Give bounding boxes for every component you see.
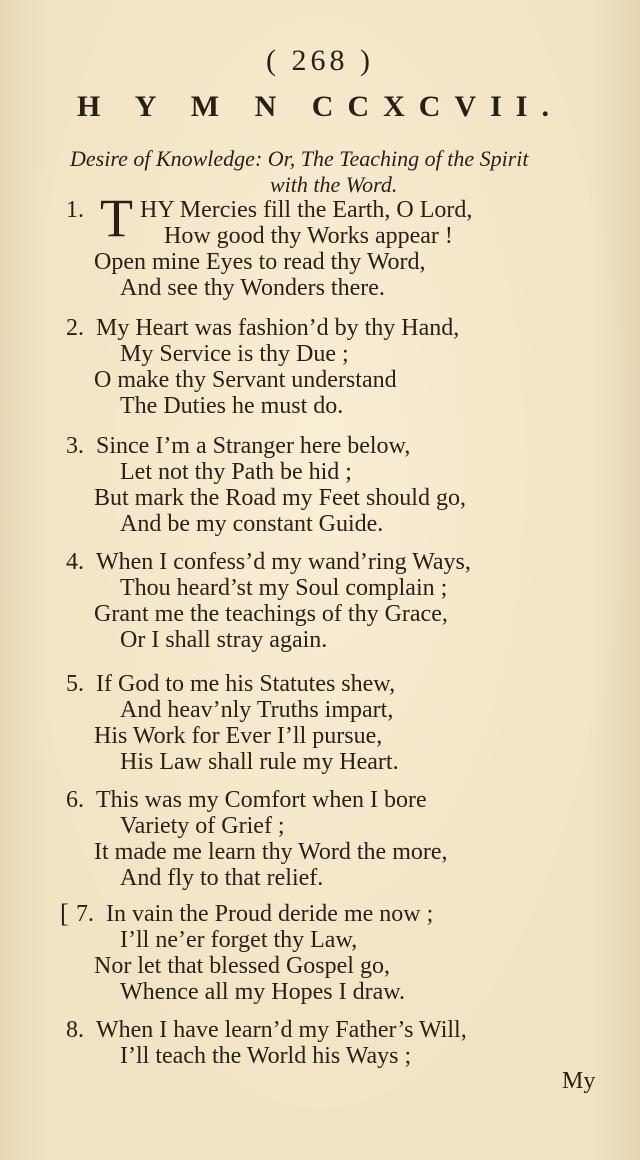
verse-line: If God to me his Statutes shew, bbox=[96, 671, 396, 697]
stanza-number: 6. bbox=[66, 787, 84, 813]
verse-line: I’ll ne’er forget thy Law, bbox=[120, 927, 358, 953]
verse-line: When I have learn’d my Father’s Will, bbox=[96, 1017, 467, 1043]
verse-line: Open mine Eyes to read thy Word, bbox=[94, 249, 426, 275]
page-number: ( 268 ) bbox=[266, 44, 374, 77]
hymn-subtitle-line-2: with the Word. bbox=[270, 172, 398, 197]
verse-line: Whence all my Hopes I draw. bbox=[120, 979, 405, 1005]
catchword: My bbox=[562, 1068, 596, 1094]
verse-line: How good thy Works appear ! bbox=[164, 223, 453, 249]
stanza-number: 3. bbox=[66, 433, 84, 459]
verse-line: His Work for Ever I’ll pursue, bbox=[94, 723, 383, 749]
verse-line: This was my Comfort when I bore bbox=[96, 787, 427, 813]
verse-line: And fly to that relief. bbox=[120, 865, 324, 891]
drop-cap: T bbox=[100, 188, 133, 248]
verse-line: But mark the Road my Feet should go, bbox=[94, 485, 466, 511]
verse-line: When I confess’d my wand’ring Ways, bbox=[96, 549, 471, 575]
verse-line: I’ll teach the World his Ways ; bbox=[120, 1043, 412, 1069]
stanza-number: 4. bbox=[66, 549, 84, 575]
hymn-title: H Y M N CCXCVII. bbox=[77, 90, 563, 123]
verse-line: It made me learn thy Word the more, bbox=[94, 839, 448, 865]
verse-line: And be my constant Guide. bbox=[120, 511, 384, 537]
verse-line: Thou heard’st my Soul complain ; bbox=[120, 575, 448, 601]
verse-line: And heav’nly Truths impart, bbox=[120, 697, 394, 723]
verse-line: Since I’m a Stranger here below, bbox=[96, 433, 411, 459]
verse-line: Or I shall stray again. bbox=[120, 627, 328, 653]
verse-line: And see thy Wonders there. bbox=[120, 275, 385, 301]
stanza-number: 2. bbox=[66, 315, 84, 341]
stanza-number: 8. bbox=[66, 1017, 84, 1043]
verse-line: The Duties he must do. bbox=[120, 393, 344, 419]
verse-line: Grant me the teachings of thy Grace, bbox=[94, 601, 448, 627]
verse-line: HY Mercies fill the Earth, O Lord, bbox=[140, 197, 473, 223]
stanza-number: 1. bbox=[66, 197, 84, 223]
verse-line: My Service is thy Due ; bbox=[120, 341, 349, 367]
bracket-mark: [ bbox=[60, 899, 69, 928]
stanza-number: 5. bbox=[66, 671, 84, 697]
hymn-subtitle-line-1: Desire of Knowledge: Or, The Teaching of the Spirit bbox=[70, 146, 529, 171]
verse-line: My Heart was fashion’d by thy Hand, bbox=[96, 315, 460, 341]
verse-line: Let not thy Path be hid ; bbox=[120, 459, 352, 485]
verse-line: In vain the Proud deride me now ; bbox=[106, 901, 434, 927]
stanza-number: 7. bbox=[76, 901, 94, 927]
verse-line: Nor let that blessed Gospel go, bbox=[94, 953, 390, 979]
verse-line: O make thy Servant understand bbox=[94, 367, 397, 393]
verse-line: His Law shall rule my Heart. bbox=[120, 749, 399, 775]
verse-line: Variety of Grief ; bbox=[120, 813, 285, 839]
